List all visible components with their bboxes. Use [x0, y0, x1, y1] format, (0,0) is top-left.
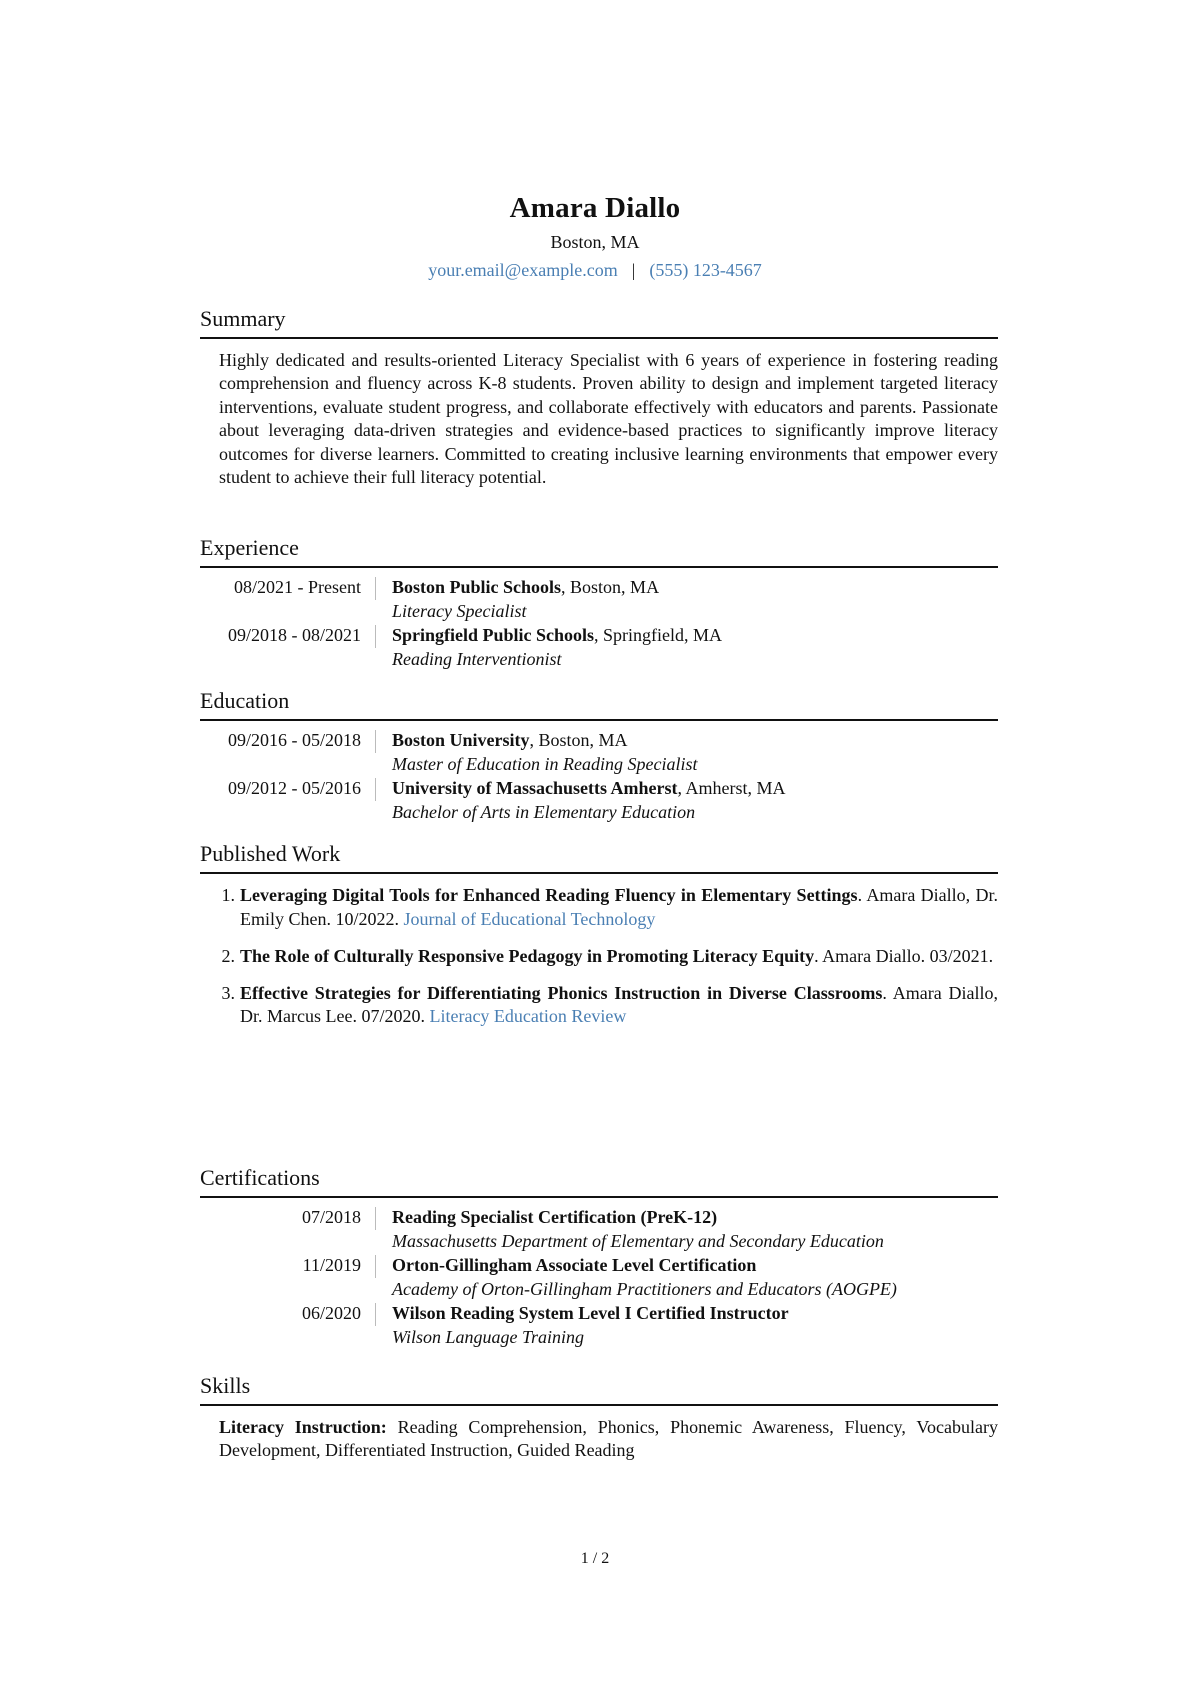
skill-list: Reading Comprehension, Phonics, Phonemic Awareness, Fluency, Vocabulary Development, Differentiated Instruction, Guided Reading — [219, 1417, 998, 1461]
section-heading-summary: Summary — [200, 305, 998, 339]
entry-organization: Springfield Public Schools — [392, 625, 595, 645]
entry-date: 06/2020 — [301, 1303, 361, 1323]
certification-issuer: Wilson Language Training — [392, 1326, 585, 1347]
certification-entry — [200, 1302, 998, 1349]
summary-section — [200, 305, 998, 489]
certification-issuer: Academy of Orton-Gillingham Practitioners and Educators (AOGPE) — [392, 1278, 897, 1299]
publication-number: 3. — [221, 982, 235, 1003]
entry-date: 09/2012 - 05/2016 — [228, 778, 361, 798]
section-heading-certifications: Certifications — [200, 1164, 998, 1198]
certification-name: Orton-Gillingham Associate Level Certification — [392, 1255, 757, 1275]
certification-name: Wilson Reading System Level I Certified Instructor — [392, 1303, 789, 1323]
published-work-section — [200, 840, 998, 1042]
experience-section — [200, 534, 998, 672]
contact-line — [0, 258, 1190, 282]
entry-date: 09/2016 - 05/2018 — [228, 730, 361, 750]
certification-name: Reading Specialist Certification (PreK-12) — [392, 1207, 718, 1227]
candidate-name: Amara Diallo — [509, 192, 681, 224]
entry-degree: Bachelor of Arts in Elementary Education — [392, 801, 696, 822]
summary-text: Highly dedicated and results-oriented Literacy Specialist with 6 years of experience in fostering reading comprehension and fluency across K-8 students. Proven ability to design and implement targeted literacy interventions, evaluate student progress, and collaborate effectively with educators and parents. Passionate about leveraging data-driven strategies and evidence-based practices to significantly improve literacy outcomes for diverse learners. Committed to creating inclusive learning environments that empower every student to achieve their full literacy potential. — [219, 350, 998, 488]
skills-text — [219, 1416, 998, 1463]
skills-section — [200, 1372, 998, 1463]
certification-entry — [200, 1254, 998, 1301]
certifications-section — [200, 1164, 998, 1350]
publication-number: 2. — [221, 945, 235, 966]
entry-date: 11/2019 — [302, 1255, 361, 1275]
page-number: 1 / 2 — [580, 1550, 610, 1567]
entry-organization: Boston Public Schools — [392, 577, 562, 597]
certification-issuer: Massachusetts Department of Elementary and Secondary Education — [392, 1230, 884, 1251]
phone-link[interactable]: (555) 123-4567 — [649, 260, 762, 280]
entry-role: Literacy Specialist — [392, 600, 527, 621]
entry-institution: Boston University — [392, 730, 530, 750]
publication-title: Leveraging Digital Tools for Enhanced Reading Fluency in Elementary Settings — [240, 885, 858, 905]
publication-details: . Amara Diallo. 03/2021. — [814, 945, 994, 966]
section-heading-experience: Experience — [200, 534, 998, 568]
entry-location: , Boston, MA — [529, 730, 628, 750]
entry-location: , Amherst, MA — [677, 778, 786, 798]
contact-separator: | — [631, 260, 636, 280]
publication-details: . Amara Diallo, Dr. Emily Chen. 10/2022. — [240, 885, 998, 929]
email-link[interactable]: your.email@example.com — [428, 260, 618, 280]
publication-title: The Role of Culturally Responsive Pedagogy in Promoting Literacy Equity — [240, 945, 815, 966]
entry-date: 08/2021 - Present — [234, 577, 361, 597]
certification-entry — [200, 1206, 998, 1253]
publication-venue-link[interactable]: Journal of Educational Technology — [403, 908, 656, 929]
entry-location: , Springfield, MA — [594, 625, 723, 645]
section-heading-published-work: Published Work — [200, 840, 998, 874]
entry-degree: Master of Education in Reading Specialist — [392, 753, 698, 774]
education-entry — [200, 777, 998, 824]
publication-item — [200, 945, 998, 969]
entry-role: Reading Interventionist — [392, 648, 562, 669]
experience-entry — [200, 624, 998, 671]
publication-title: Effective Strategies for Differentiating Phonics Instruction in Diverse Classrooms — [240, 982, 883, 1003]
publication-number: 1. — [221, 885, 235, 905]
entry-date: 09/2018 - 08/2021 — [228, 625, 361, 645]
publication-details: . Amara Diallo, Dr. Marcus Lee. 07/2020. — [240, 982, 998, 1026]
education-entry — [200, 729, 998, 776]
skill-category: Literacy Instruction: — [219, 1417, 387, 1437]
resume-header — [0, 190, 1190, 282]
publication-item — [200, 982, 998, 1029]
entry-institution: University of Massachusetts Amherst — [392, 778, 678, 798]
publication-item — [200, 884, 998, 931]
entry-location: , Boston, MA — [561, 577, 660, 597]
candidate-location: Boston, MA — [550, 232, 640, 252]
section-heading-skills: Skills — [200, 1372, 998, 1406]
education-section — [200, 687, 998, 825]
section-heading-education: Education — [200, 687, 998, 721]
entry-date: 07/2018 — [301, 1207, 361, 1227]
publication-venue-link[interactable]: Literacy Education Review — [429, 1006, 627, 1026]
experience-entry — [200, 576, 998, 623]
